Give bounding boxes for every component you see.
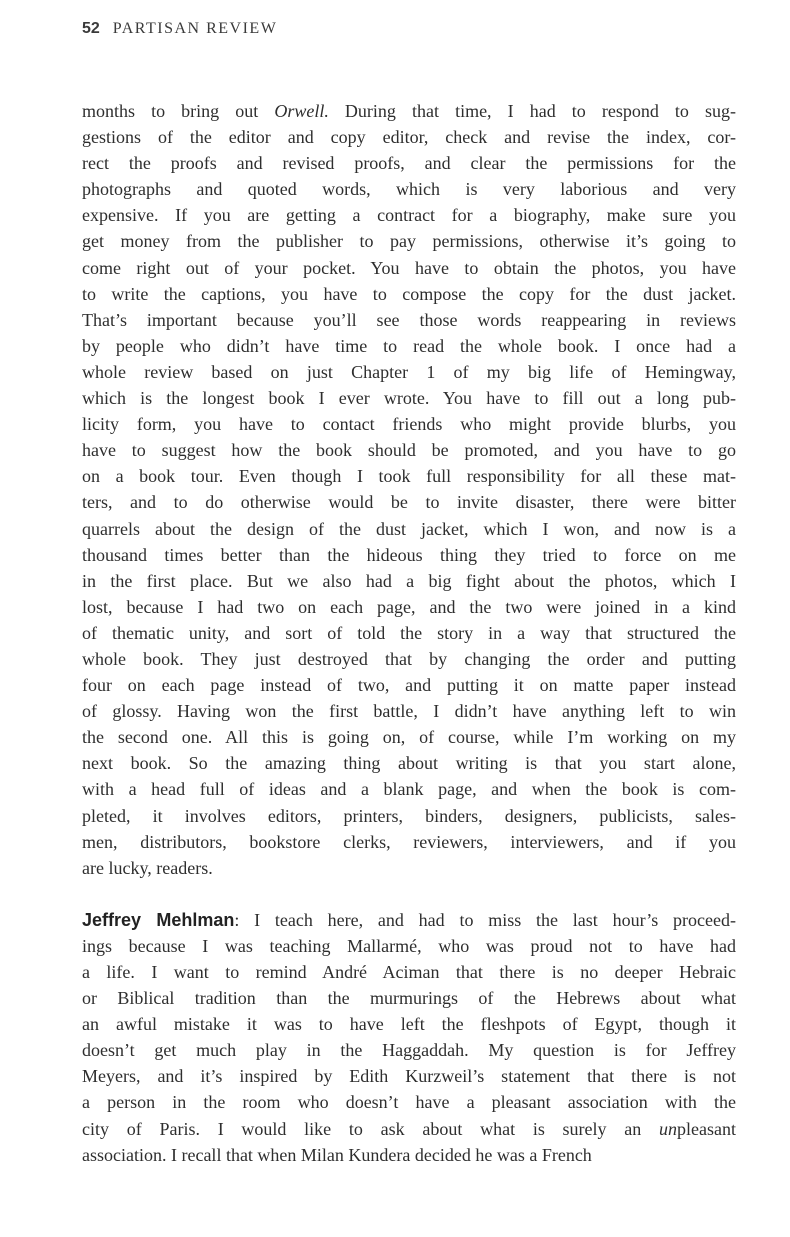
text-run: whole book. They just destroyed that by changing the order and putting xyxy=(82,648,736,669)
italic-text: Orwell. xyxy=(274,101,329,121)
text-run: pleasant xyxy=(677,1118,736,1139)
text-run: gestions of the editor and copy editor, check and revise the index, cor- xyxy=(82,127,736,148)
text-run: which is the longest book I ever wrote. You have to fill out a long pub- xyxy=(82,388,736,409)
text-line xyxy=(82,959,736,985)
text-run: During that time, I had to respond to sug- xyxy=(328,101,736,121)
text-line xyxy=(82,829,736,855)
text-line xyxy=(82,516,736,542)
text-run: That’s important because you’ll see those words reappearing in reviews xyxy=(82,309,736,330)
speaker-name: Jeffrey Mehlman xyxy=(82,909,235,930)
text-line xyxy=(82,1011,736,1037)
text-line xyxy=(82,1063,736,1089)
italic-text: un xyxy=(659,1118,678,1139)
text-run: licity form, you have to contact friends who might provide blurbs, you xyxy=(82,414,736,435)
text-run: doesn’t get much play in the Haggaddah. My question is for Jeffrey xyxy=(82,1040,736,1061)
text-line xyxy=(82,150,736,176)
text-line xyxy=(82,281,736,307)
text-line xyxy=(82,594,736,620)
text-run: next book. So the amazing thing about writing is that you start alone, xyxy=(82,753,736,774)
page-number: 52 xyxy=(82,20,100,37)
text-line xyxy=(82,437,736,463)
text-run: or Biblical tradition than the murmurings of the Hebrews about what xyxy=(82,988,736,1009)
text-run: of glossy. Having won the first battle, I didn’t have anything left to win xyxy=(82,701,736,722)
text-line xyxy=(82,228,736,254)
text-line xyxy=(82,489,736,515)
text-run: pleted, it involves editors, printers, binders, designers, publicists, sales- xyxy=(82,805,736,826)
text-run: quarrels about the design of the dust jacket, which I won, and now is a xyxy=(82,518,736,539)
text-line xyxy=(82,202,736,228)
text-run: of thematic unity, and sort of told the story in a way that structured the xyxy=(82,622,736,643)
text-run: city of Paris. I would like to ask about what is surely an xyxy=(82,1118,660,1139)
text-line xyxy=(82,255,736,281)
text-line xyxy=(82,750,736,776)
text-line xyxy=(82,698,736,724)
text-line xyxy=(82,855,736,881)
text-run: Meyers, and it’s inspired by Edith Kurzweil’s statement that there is not xyxy=(82,1066,736,1087)
text-line xyxy=(82,98,736,124)
text-run: get money from the publisher to pay permissions, otherwise it’s going to xyxy=(82,231,736,252)
text-run: photographs and quoted words, which is very laborious and very xyxy=(82,179,736,200)
text-line xyxy=(82,933,736,959)
text-line xyxy=(82,724,736,750)
text-line xyxy=(82,542,736,568)
text-run: an awful mistake it was to have left the fleshpots of Egypt, though it xyxy=(82,1014,736,1035)
text-run: whole review based on just Chapter 1 of my big life of Hemingway, xyxy=(82,361,736,382)
text-run: rect the proofs and revised proofs, and clear the permissions for the xyxy=(82,153,736,174)
text-line xyxy=(82,176,736,202)
text-run: four on each page instead of two, and putting it on matte paper instead xyxy=(82,675,736,696)
text-run: thousand times better than the hideous thing they tried to force on me xyxy=(82,544,736,565)
text-line xyxy=(82,907,736,933)
text-line xyxy=(82,307,736,333)
article-body xyxy=(82,98,736,1168)
text-line xyxy=(82,646,736,672)
text-run: expensive. If you are getting a contract for a biography, make sure you xyxy=(82,205,736,226)
text-line xyxy=(82,672,736,698)
text-run: ings because I was teaching Mallarmé, who was proud not to have had xyxy=(82,935,736,956)
text-line xyxy=(82,776,736,802)
text-run: : I teach here, and had to miss the last hour’s proceed- xyxy=(234,909,736,930)
text-line xyxy=(82,411,736,437)
paragraph-gap xyxy=(82,881,736,907)
paragraph-jeffrey-mehlman xyxy=(82,907,736,1168)
text-run: in the first place. But we also had a big fight about the photos, which I xyxy=(82,570,736,591)
text-run: the second one. All this is going on, of course, while I’m working on my xyxy=(82,727,736,748)
text-line xyxy=(82,1116,736,1142)
text-line xyxy=(82,359,736,385)
text-line xyxy=(82,985,736,1011)
text-run: association. I recall that when Milan Kundera decided he was a French xyxy=(82,1144,592,1165)
text-line xyxy=(82,568,736,594)
text-line xyxy=(82,1089,736,1115)
text-run: to write the captions, you have to compose the copy for the dust jacket. xyxy=(82,283,736,304)
text-line xyxy=(82,1037,736,1063)
text-line xyxy=(82,1142,736,1168)
text-run: come right out of your pocket. You have to obtain the photos, you have xyxy=(82,257,736,278)
running-header xyxy=(82,20,277,38)
text-run: with a head full of ideas and a blank page, and when the book is com- xyxy=(82,779,736,800)
journal-title: PARTISAN REVIEW xyxy=(112,20,278,37)
text-run: are lucky, readers. xyxy=(82,857,213,878)
text-line xyxy=(82,620,736,646)
text-run: on a book tour. Even though I took full responsibility for all these mat- xyxy=(82,466,736,487)
text-run: by people who didn’t have time to read the whole book. I once had a xyxy=(82,335,736,356)
text-run: men, distributors, bookstore clerks, reviewers, interviewers, and if you xyxy=(82,831,736,852)
text-line xyxy=(82,463,736,489)
text-line xyxy=(82,385,736,411)
paragraph-continuation xyxy=(82,98,736,881)
text-run: ters, and to do otherwise would be to invite disaster, there were bitter xyxy=(82,492,736,513)
text-line xyxy=(82,333,736,359)
text-line xyxy=(82,803,736,829)
text-run: a person in the room who doesn’t have a pleasant association with the xyxy=(82,1092,736,1113)
text-run: months to bring out xyxy=(82,101,275,121)
text-run: have to suggest how the book should be promoted, and you have to go xyxy=(82,440,736,461)
text-line xyxy=(82,124,736,150)
text-run: a life. I want to remind André Aciman that there is no deeper Hebraic xyxy=(82,962,736,982)
text-run: lost, because I had two on each page, and the two were joined in a kind xyxy=(82,596,736,617)
